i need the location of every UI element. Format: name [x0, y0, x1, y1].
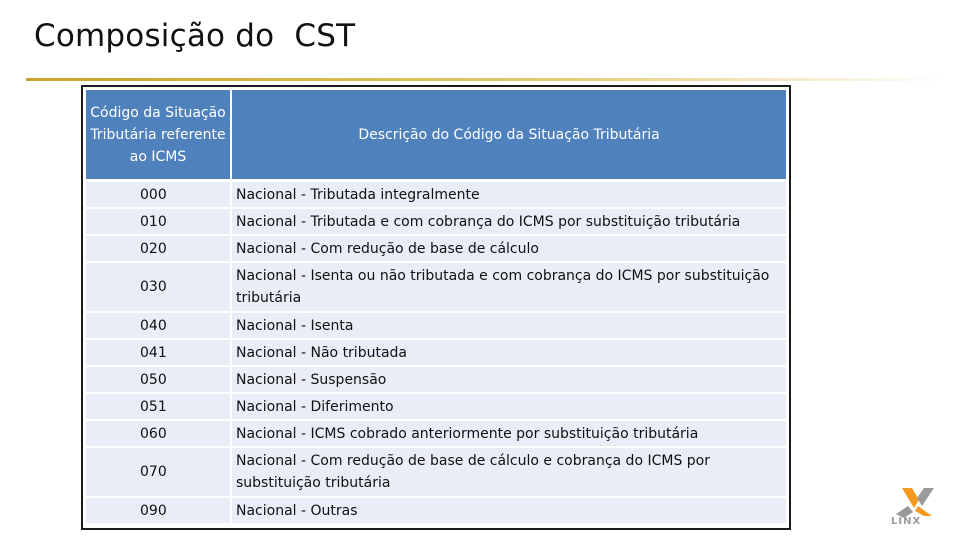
cst-table	[86, 90, 786, 525]
cst-description: Nacional - ICMS cobrado anteriormente por substituição tributária	[232, 421, 786, 448]
table-row	[86, 448, 786, 498]
cst-code: 050	[86, 367, 232, 394]
header-description: Descrição do Código da Situação Tributária	[232, 90, 786, 182]
table-row	[86, 209, 786, 236]
header-code: Código da Situação Tributária referente ao ICMS	[86, 90, 232, 182]
cst-description: Nacional - Suspensão	[232, 367, 786, 394]
table-row	[86, 394, 786, 421]
cst-description: Nacional - Outras	[232, 498, 786, 525]
cst-code: 020	[86, 236, 232, 263]
cst-code: 000	[86, 182, 232, 209]
table-row	[86, 340, 786, 367]
cst-code: 060	[86, 421, 232, 448]
cst-description: Nacional - Tributada integralmente	[232, 182, 786, 209]
cst-code: 030	[86, 263, 232, 313]
cst-description: Nacional - Não tributada	[232, 340, 786, 367]
table-row	[86, 367, 786, 394]
table-row	[86, 182, 786, 209]
cst-description: Nacional - Com redução de base de cálculo e cobrança do ICMS por substituição tributária	[232, 448, 786, 498]
logo-text: LINX	[891, 516, 922, 527]
cst-description: Nacional - Tributada e com cobrança do ICMS por substituição tributária	[232, 209, 786, 236]
cst-code: 070	[86, 448, 232, 498]
cst-description: Nacional - Diferimento	[232, 394, 786, 421]
table-row	[86, 263, 786, 313]
cst-code: 041	[86, 340, 232, 367]
cst-code: 051	[86, 394, 232, 421]
slide-title: Composição do CST	[34, 18, 356, 54]
cst-table-frame	[81, 85, 791, 530]
table-header-row	[86, 90, 786, 182]
table-row	[86, 498, 786, 525]
cst-description: Nacional - Isenta ou não tributada e com cobrança do ICMS por substituição tributária	[232, 263, 786, 313]
table-row	[86, 313, 786, 340]
cst-description: Nacional - Isenta	[232, 313, 786, 340]
cst-code: 090	[86, 498, 232, 525]
cst-code: 010	[86, 209, 232, 236]
cst-description: Nacional - Com redução de base de cálculo	[232, 236, 786, 263]
title-underline	[26, 78, 946, 81]
table-row	[86, 236, 786, 263]
table-row	[86, 421, 786, 448]
cst-code: 040	[86, 313, 232, 340]
